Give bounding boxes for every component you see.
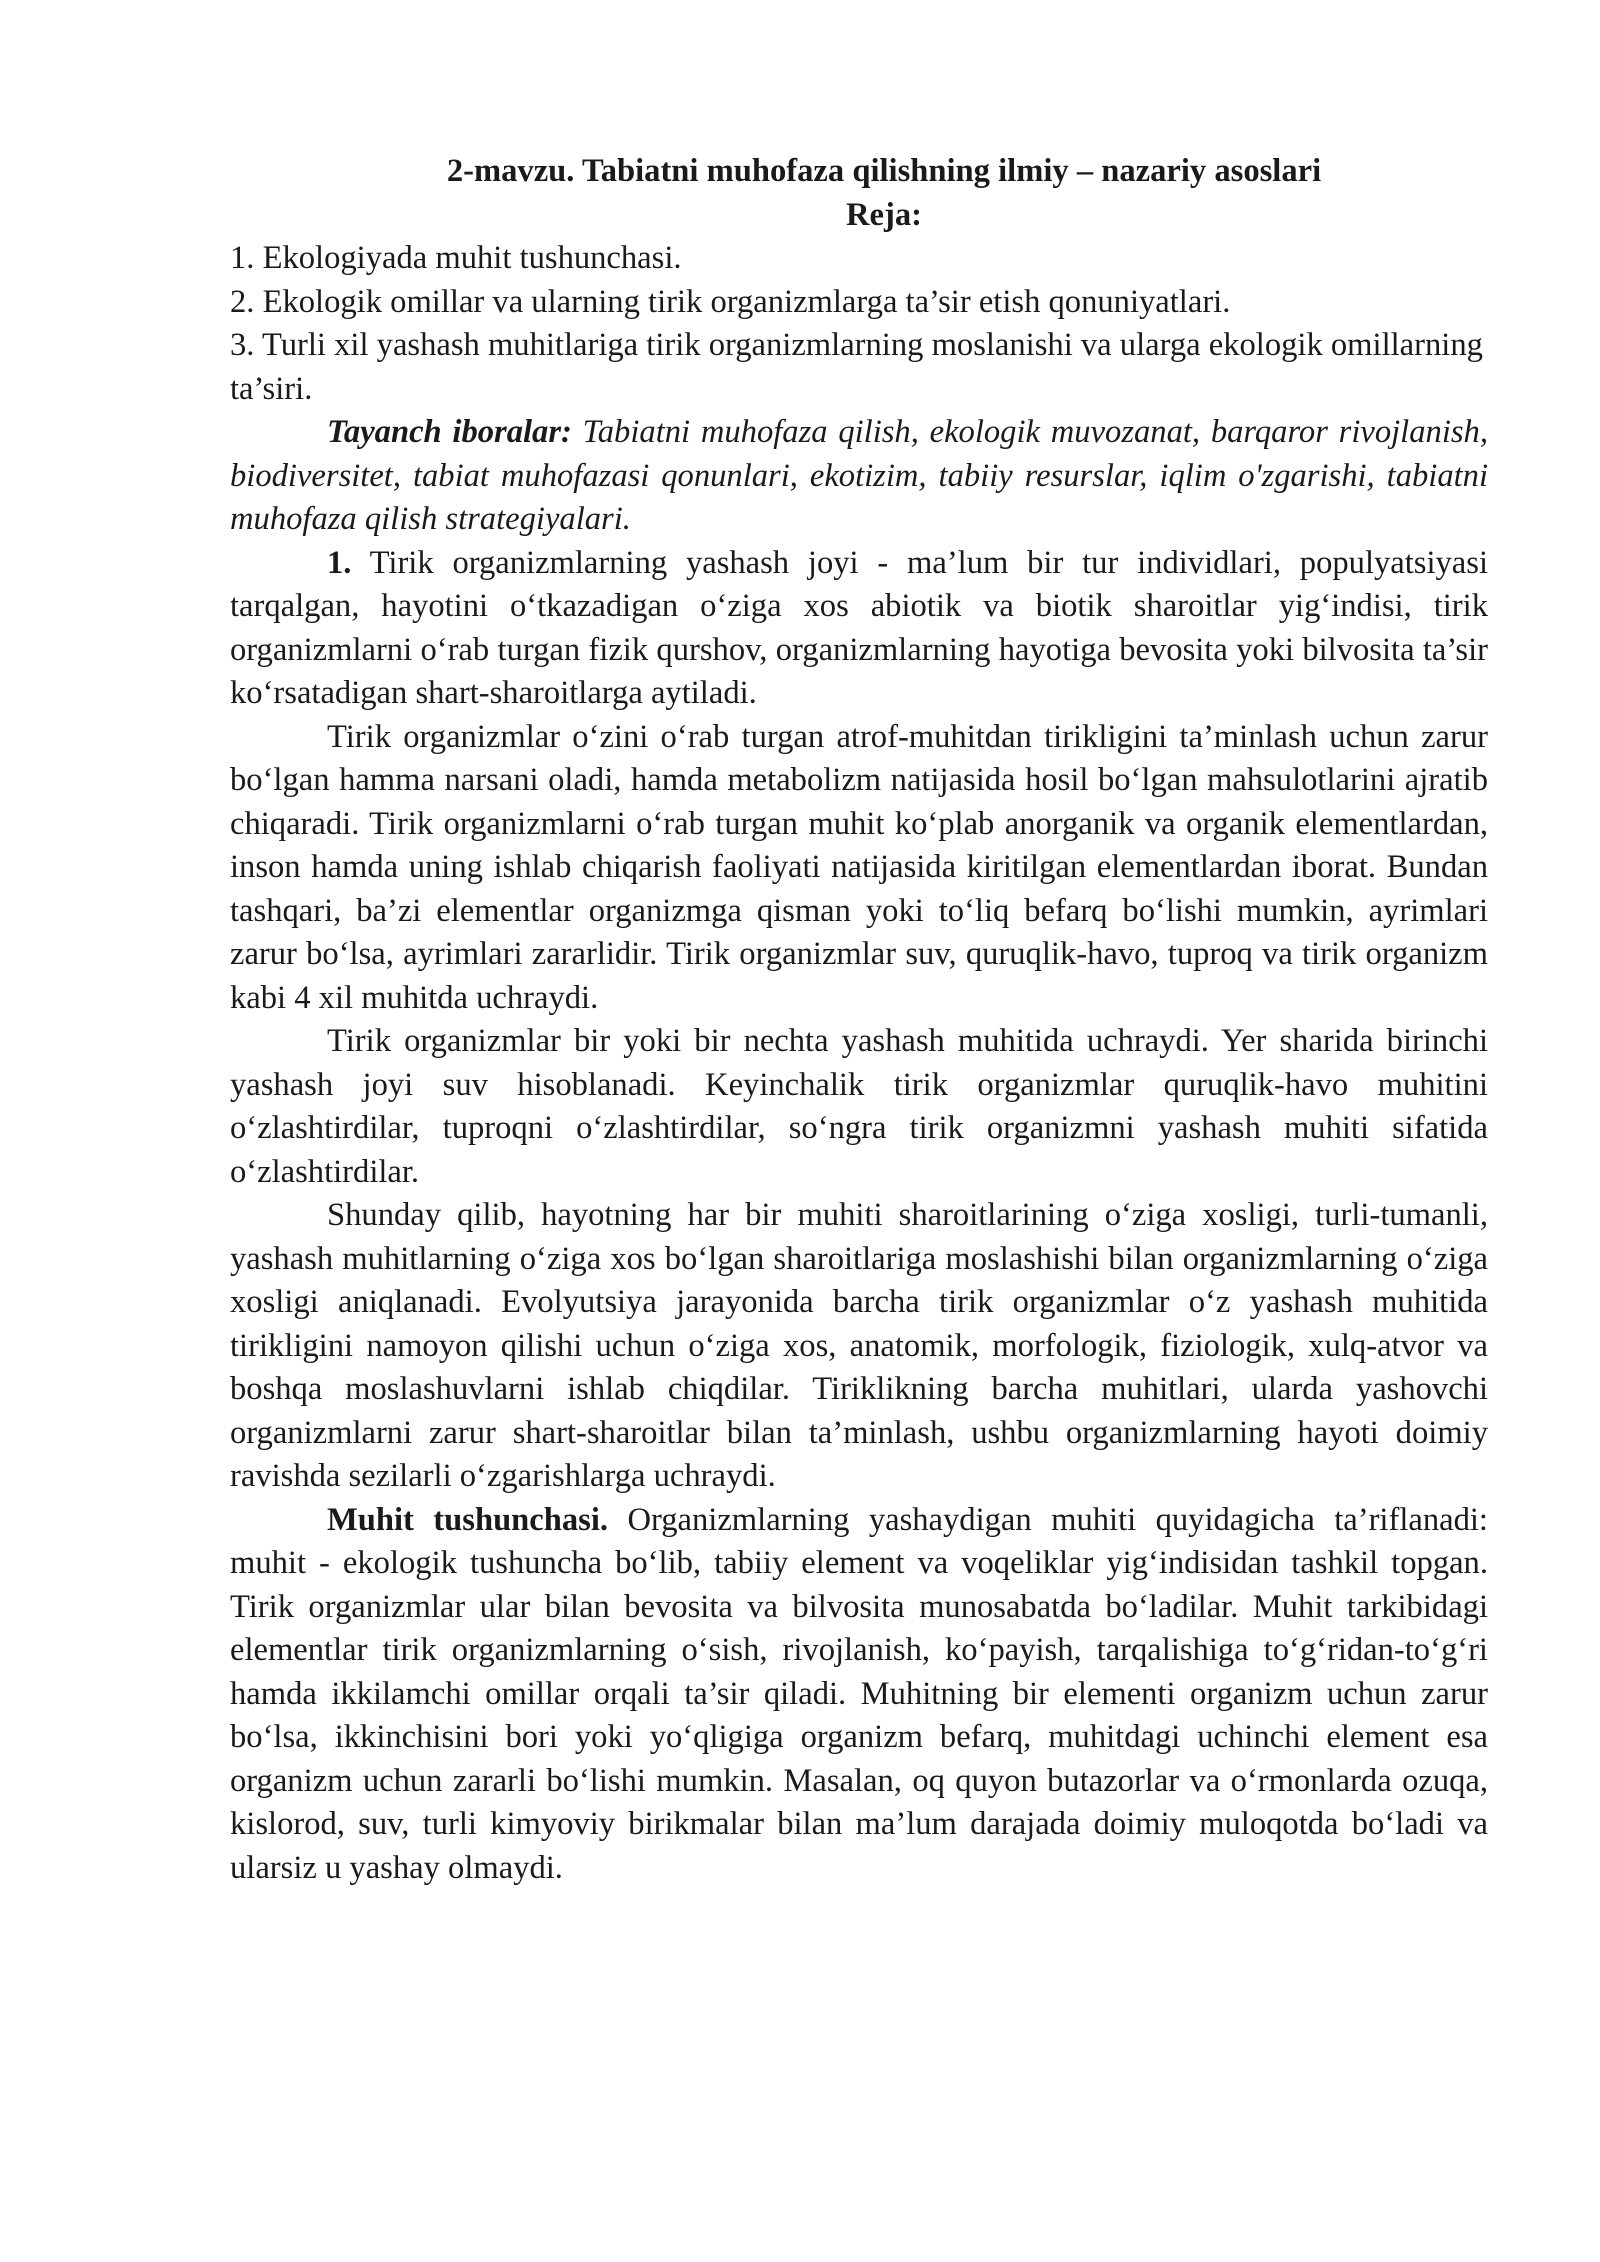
muhit-label: Muhit tushunchasi. [327,1501,609,1538]
muhit-text: Organizmlarning yashaydigan muhiti quyidagicha ta’riflanadi: muhit - ekologik tushuncha bo‘lib, tabiiy element va voqeliklar yig‘indisidan tashkil topgan. Tirik organizmlar ular bilan bevosita va bilvosita munosabatda bo‘ladilar. Muhit tarkibidagi elementlar tirik organizmlarning o‘sish, rivojlanish, ko‘payish, tarqalishiga to‘g‘ridan-to‘g‘ri hamda ikkilamchi omillar orqali ta’sir qiladi. Muhitning bir elementi organizm uchun zarur bo‘lsa, ikkinchisini bori yoki yo‘qligiga organizm befarq, muhitdagi uchinchi element esa organizm uchun zararli bo‘lishi mumkin. Masalan, oq quyon butazorlar va o‘rmonlarda ozuqa, kislorod, suv, turli kimyoviy birikmalar bilan ma’lum darajada doimiy muloqotda bo‘ladi va ularsiz u yashay olmaydi. [230,1501,1488,1886]
plan-item-2: 2. Ekologik omillar va ularning tirik organizmlarga ta’sir etish qonuniyatlari. [230,283,1231,320]
plan-item-3: 3. Turli xil yashash muhitlariga tirik organizmlarning moslanishi va ularga ekologik omillarning ta’siri. [230,327,1483,407]
muhit-paragraph [230,1499,1488,1891]
keywords-label: Tayanch iboralar: [327,414,572,450]
plan-item-1: 1. Ekologiyada muhit tushunchasi. [230,240,682,276]
document-page [230,150,1488,1890]
body-paragraph-3: Shunday qilib, hayotning har bir muhiti sharoitlarining o‘ziga xosligi, turli-tumanli, yashash muhitlarning o‘ziga xos bo‘lgan sharoitlariga moslashishi bilan organizmlarning o‘ziga xosligi aniqlanadi. Evolyutsiya jarayonida barcha tirik organizmlar o‘z yashash muhitida tirikligini namoyon qilishi uchun o‘ziga xos, anatomik, morfologik, fiziologik, xulq-atvor va boshqa moslashuvlarni ishlab chiqdilar. Tiriklikning barcha muhitlari, ularda yashovchi organizmlarni zarur shart-sharoitlar bilan ta’minlash, ushbu organizmlarning hayoti doimiy ravishda sezilarli o‘zgarishlarga uchraydi. [230,1197,1488,1494]
section-1-number: 1. [327,544,352,581]
body-paragraph-2: Tirik organizmlar bir yoki bir nechta yashash muhitida uchraydi. Yer sharida birinchi yashash joyi suv hisoblanadi. Keyinchalik tirik organizmlar quruqlik-havo muhitini o‘zlashtirdilar, tuproqni o‘zlashtirdilar, so‘ngra tirik organizmni yashash muhiti sifatida o‘zlashtirdilar. [230,1023,1488,1190]
keywords-text: Tabiatni muhofaza qilish, ekologik muvozanat, barqaror rivojlanish, biodiversitet, tabiat muhofazasi qonunlari, ekotizim, tabiiy resurslar, iqlim o'zgarishi, tabiatni muhofaza qilish strategiyalari. [230,414,1488,537]
section-1-paragraph [230,542,1488,716]
body-paragraph-1: Tirik organizmlar o‘zini o‘rab turgan atrof-muhitdan tirikligini ta’minlash uchun zarur bo‘lgan hamma narsani oladi, hamda metabolizm natijasida hosil bo‘lgan mahsulotlarini ajratib chiqaradi. Tirik organizmlarni o‘rab turgan muhit ko‘plab anorganik va organik elementlardan, inson hamda uning ishlab chiqarish faoliyati natijasida kiritilgan elementlardan iborat. Bundan tashqari, ba’zi elementlar organizmga qisman yoki to‘liq befarq bo‘lishi mumkin, ayrimlari zarur bo‘lsa, ayrimlari zararlidir. Tirik organizmlar suv, quruqlik-havo, tuproq va tirik organizm kabi 4 xil muhitda uchraydi. [230,718,1488,1016]
keywords-paragraph [230,411,1488,542]
plan-heading: Reja: [846,196,922,233]
document-title: 2-mavzu. Tabiatni muhofaza qilishning ilmiy – nazariy asoslari [446,153,1322,189]
section-1-text: Tirik organizmlarning yashash joyi - ma’lum bir tur individlari, populyatsiyasi tarqalgan, hayotini o‘tkazadigan o‘ziga xos abiotik va biotik sharoitlar yig‘indisi, tirik organizmlarni o‘rab turgan fizik qurshov, organizmlarning hayotiga bevosita yoki bilvosita ta’sir ko‘rsatadigan shart-sharoitlarga aytiladi. [230,544,1488,711]
